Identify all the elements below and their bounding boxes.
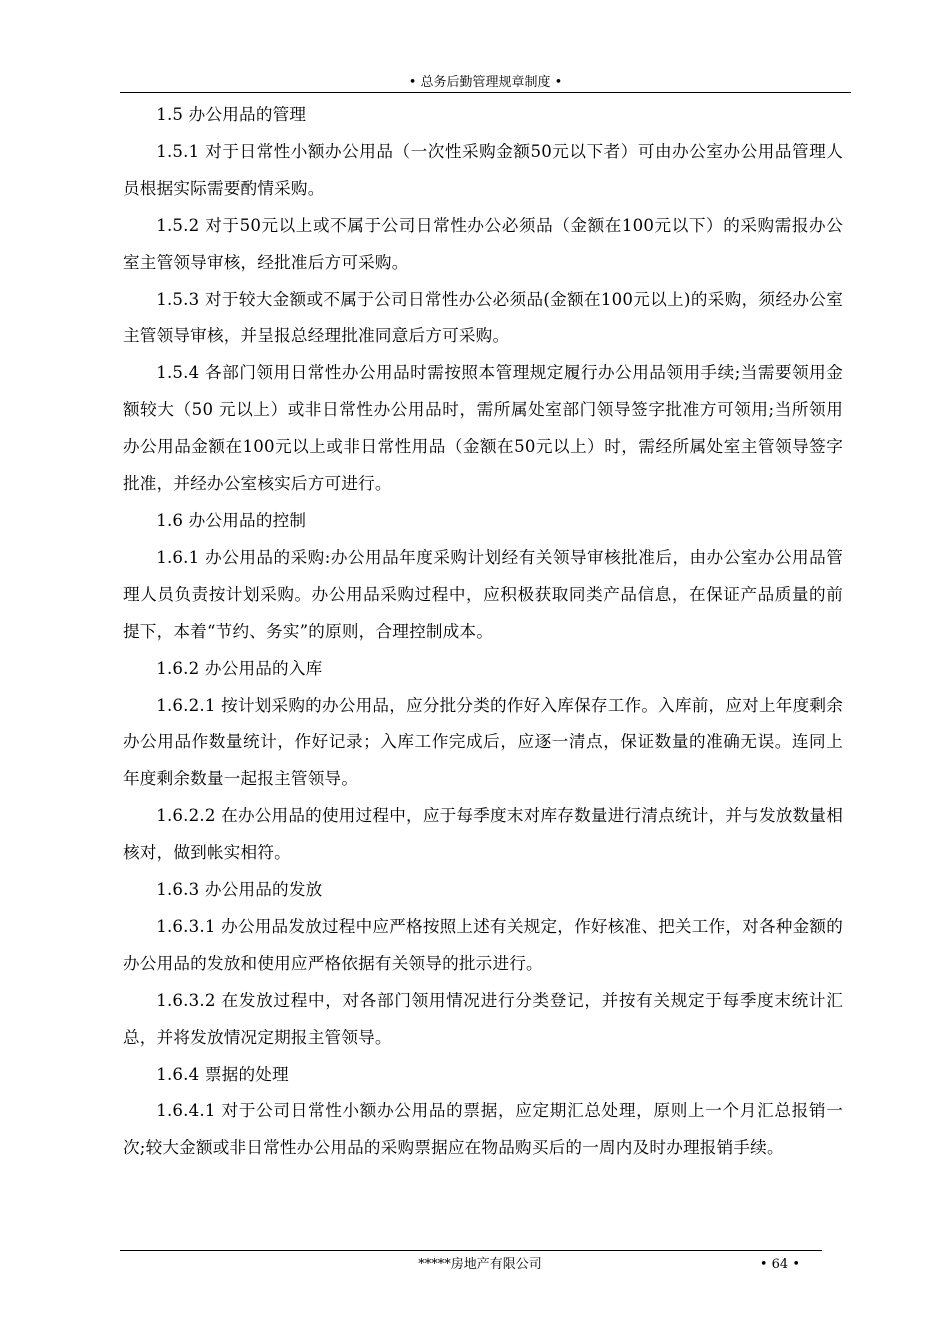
paragraph-1-6-3-1: 1.6.3.1 办公用品发放过程中应严格按照上述有关规定，作好核准、把关工作，对各种金额的办公用品的发放和使用应严格依据有关领导的批示进行。: [123, 916, 843, 973]
heading-1-6: 1.6 办公用品的控制: [156, 510, 307, 530]
footer-divider: [120, 1250, 822, 1251]
document-body: [123, 97, 843, 1167]
paragraph-1-6-2-2: 1.6.2.2 在办公用品的使用过程中，应于每季度末对库存数量进行清点统计，并与发放数量相核对，做到帐实相符。: [123, 806, 843, 863]
heading-1-6-4: 1.6.4 票据的处理: [156, 1064, 289, 1084]
paragraph-1-5-1: 1.5.1 对于日常性小额办公用品（一次性采购金额50元以下者）可由办公室办公用品管理人员根据实际需要酌情采购。: [123, 141, 843, 198]
page-header: • 总务后勤管理规章制度 •: [408, 75, 563, 90]
paragraph-1-6-3-2: 1.6.3.2 在发放过程中，对各部门领用情况进行分类登记，并按有关规定于每季度末统计汇总，并将发放情况定期报主管领导。: [123, 990, 843, 1047]
paragraph-1-5-2: 1.5.2 对于50元以上或不属于公司日常性办公必须品（金额在100元以下）的采购需报办公室主管领导审核，经批准后方可采购。: [123, 215, 843, 272]
heading-1-6-2: 1.6.2 办公用品的入库: [156, 658, 323, 678]
paragraph-1-5-3: 1.5.3 对于较大金额或不属于公司日常性办公必须品(金额在100元以上)的采购，须经办公室主管领导审核，并呈报总经理批准同意后方可采购。: [123, 289, 843, 346]
paragraph-1-6-4-1: 1.6.4.1 对于公司日常性小额办公用品的票据，应定期汇总处理，原则上一个月汇总报销一次;较大金额或非日常性办公用品的采购票据应在物品购买后的一周内及时办理报销手续。: [123, 1101, 843, 1158]
page-number: • 64 •: [759, 1257, 800, 1272]
paragraph-1-5-4: 1.5.4 各部门领用日常性办公用品时需按照本管理规定履行办公用品领用手续;当需要领用金额较大（50 元以上）或非日常性办公用品时，需所属处室部门领导签字批准方可领用;当所领用办公用品金额在100元以上或非日常性用品（金额在50元以上）时，需经所属处室主管领导签字批准，并经办公室核实后方可进行。: [123, 363, 843, 494]
paragraph-1-6-1: 1.6.1 办公用品的采购:办公用品年度采购计划经有关领导审核批准后，由办公室办公用品管理人员负责按计划采购。办公用品采购过程中，应积极获取同类产品信息，在保证产品质量的前提下，本着“节约、务实”的原则，合理控制成本。: [123, 547, 843, 641]
header-divider: [120, 92, 851, 93]
heading-1-5: 1.5 办公用品的管理: [156, 105, 307, 124]
paragraph-1-6-2-1: 1.6.2.1 按计划采购的办公用品，应分批分类的作好入库保存工作。入库前，应对上年度剩余办公用品作数量统计，作好记录；入库工作完成后，应逐一清点，保证数量的准确无误。连同上年度剩余数量一起报主管领导。: [123, 695, 843, 789]
footer-company-name: *****房地产有限公司: [418, 1257, 542, 1272]
heading-1-6-3: 1.6.3 办公用品的发放: [156, 880, 323, 900]
